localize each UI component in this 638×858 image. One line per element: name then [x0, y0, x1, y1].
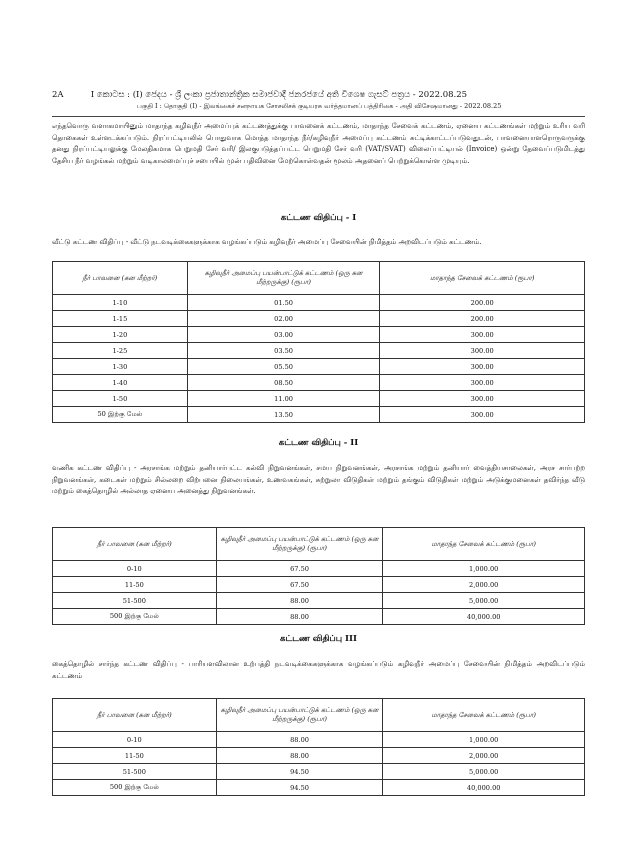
column-header-usage-charge: கழிவுநீர் அமைப்பு பயன்பாட்டுக் கட்டணம் (ஒரு கன மீற்றருக்கு) (ரூபா) — [187, 262, 380, 295]
table-row — [53, 375, 585, 391]
cell-water-usage: 1-25 — [53, 343, 188, 359]
table-row — [53, 764, 585, 780]
table-row — [53, 311, 585, 327]
table-header-row — [53, 528, 585, 561]
cell-usage-charge: 01.50 — [187, 295, 380, 311]
cell-water-usage: 51-500 — [53, 764, 217, 780]
column-header-water-usage: நீர் பாவனை (கன மீற்றர்) — [53, 262, 188, 295]
cell-water-usage: 1-15 — [53, 311, 188, 327]
table-row — [53, 295, 585, 311]
cell-usage-charge: 67.50 — [216, 561, 383, 577]
cell-water-usage: 50 இற்கு மேல் — [53, 407, 188, 423]
cell-water-usage: 1-30 — [53, 359, 188, 375]
section-2-description: வணிக கட்டண விதிப்பு - அரசாங்க மற்றும் தனியார்பட்ட கல்வி நிறுவனங்கள், சமய நிறுவனங்கள், அரசாங்க மற்றும் தனியார் வைத்தியசாலைகள், அரச சார்பற்ற நிறுவனங்கள், கடைகள் மற்றும் சில்லறை விற்பனை நிலையங்கள், உணவகங்கள், சுற்றுலா விடுதிகள் மற்றும் தங்கும் விடுதிகள் மற்றும் அடுக்குமனைகள் தவிர்ந்த வீடு மற்றும் கைத்தொழில் அல்லாத ஏனைய அனைத்து நிறுவனங்கள். — [52, 464, 585, 496]
cell-service-charge: 300.00 — [380, 391, 585, 407]
cell-usage-charge: 02.00 — [187, 311, 380, 327]
header-divider — [52, 116, 585, 117]
cell-usage-charge: 03.50 — [187, 343, 380, 359]
cell-usage-charge: 13.50 — [187, 407, 380, 423]
cell-water-usage: 1-10 — [53, 295, 188, 311]
cell-usage-charge: 05.50 — [187, 359, 380, 375]
cell-usage-charge: 67.50 — [216, 577, 383, 593]
cell-water-usage: 500 இற்கு மேல் — [53, 609, 217, 625]
cell-service-charge: 200.00 — [380, 311, 585, 327]
table-row — [53, 577, 585, 593]
section-1-description: வீட்டு கட்டண விதிப்பு - வீட்டு நடவடிக்கைகளுக்காக வழங்கப்படும் கழிவுநீர் அமைப்பு சேவையின் நிமித்தம் அறவிடப்படும் கட்டணம். — [52, 238, 482, 246]
header-title-sinhala: I කොටස : (I) ජෙදය - ශ්‍රී ලංකා ප්‍රජාතාන්ත්‍රික සමාජවාදී ජනරජයේ අති විශෙෂ ගැසට් පත්‍රය - 2022.08.25 — [90, 90, 468, 100]
section-2-title: கட்டண விதிப்பு - II — [278, 438, 359, 448]
cell-water-usage: 1-40 — [53, 375, 188, 391]
cell-water-usage: 11-50 — [53, 577, 217, 593]
table-row — [53, 561, 585, 577]
cell-water-usage: 500 இற்கு மேல் — [53, 780, 217, 796]
table-header-row — [53, 699, 585, 732]
table-row — [53, 609, 585, 625]
table-row — [53, 407, 585, 423]
cell-service-charge: 40,000.00 — [383, 609, 585, 625]
cell-usage-charge: 88.00 — [216, 609, 383, 625]
cell-service-charge: 300.00 — [380, 343, 585, 359]
cell-service-charge: 2,000.00 — [383, 577, 585, 593]
cell-usage-charge: 03.00 — [187, 327, 380, 343]
table-row — [53, 780, 585, 796]
cell-service-charge: 300.00 — [380, 407, 585, 423]
cell-usage-charge: 88.00 — [216, 593, 383, 609]
table-row — [53, 327, 585, 343]
column-header-water-usage: நீர் பாவனை (கன மீற்றர்) — [53, 699, 217, 732]
tariff-table-1 — [52, 261, 585, 423]
section-3-title: கட்டண விதிப்பு III — [280, 634, 357, 644]
cell-service-charge: 300.00 — [380, 359, 585, 375]
intro-paragraph: எந்தவொரு வளாகமாயினும் மாதாந்த கழிவுநீர் அமைப்புக் கட்டணத்துக்கு பாவனைக் கட்டணம், மாதாந்த சேவைக் கட்டணம், ஏனைய கட்டணங்கள் மற்றும் உரிய வரி தொகைகள் உள்ளடக்கப்படும். நிரப்பட்டியலில் பொதுவாக மொத்த மாதாந்த நீர்/கழிவுநீர் அமைப்பு கட்டணம் சுட்டிக்காட்டப்படுவதுடன், பாவனையாளரொருவருக்கு தனது நிரப்பட்டியலுக்கு மேலதிகமாக பெறுமதி சேர் வரி/ இலகுபடுத்தப்பட்ட பெறுமதி சேர் வரி (VAT/SVAT) விலைப்பட்டியல் (Invoice) ஒன்று தேவைப்படுமிடத்து தேசிய நீர் வழங்கல் மற்றும் வடிகாலமைப்புச் சபையில் முன் பதிவினை மேற்கொள்வதன் மூலம் அதனைப் பெற்றுக்கொள்ள முடியும். — [52, 122, 585, 165]
header-title-tamil: பகுதி I : தொகுதி (I) - இலங்கைச் சனநாயக சோசலிசக் குடியரசு வர்த்தமானப் பத்திரிகை - அதி விசேஷமானது - 2022.08.25 — [137, 102, 502, 110]
cell-service-charge: 40,000.00 — [383, 780, 585, 796]
cell-service-charge: 1,000.00 — [383, 561, 585, 577]
cell-water-usage: 11-50 — [53, 748, 217, 764]
tariff-table-3 — [52, 698, 585, 796]
table-row — [53, 343, 585, 359]
column-header-water-usage: நீர் பாவனை (கன மீற்றர்) — [53, 528, 217, 561]
page-number: 2A — [52, 90, 64, 100]
tariff-table-2 — [52, 527, 585, 625]
cell-service-charge: 200.00 — [380, 295, 585, 311]
cell-service-charge: 1,000.00 — [383, 732, 585, 748]
cell-usage-charge: 94.50 — [216, 764, 383, 780]
table-row — [53, 359, 585, 375]
cell-water-usage: 0-10 — [53, 561, 217, 577]
cell-water-usage: 1-20 — [53, 327, 188, 343]
column-header-usage-charge: கழிவுநீர் அமைப்பு பயன்பாட்டுக் கட்டணம் (ஒரு கன மீற்றருக்கு) (ரூபா) — [216, 699, 383, 732]
cell-usage-charge: 94.50 — [216, 780, 383, 796]
cell-usage-charge: 11.00 — [187, 391, 380, 407]
column-header-service-charge: மாதாந்த சேவைக் கட்டணம் (ரூபா) — [383, 699, 585, 732]
cell-water-usage: 1-50 — [53, 391, 188, 407]
table-row — [53, 593, 585, 609]
cell-usage-charge: 08.50 — [187, 375, 380, 391]
table-header-row — [53, 262, 585, 295]
cell-service-charge: 2,000.00 — [383, 748, 585, 764]
cell-water-usage: 0-10 — [53, 732, 217, 748]
cell-usage-charge: 88.00 — [216, 748, 383, 764]
cell-usage-charge: 88.00 — [216, 732, 383, 748]
table-row — [53, 748, 585, 764]
section-3-description: கைத்தொழில் சார்ந்த கட்டண விதிப்பு - பாரியளவிலான உற்பத்தி நடவடிக்கைகளுக்காக வழங்கப்படும் கழிவுநீர் அமைப்பு சேவையின் நிமித்தம் அறவிடப்படும் கட்டணம் — [52, 660, 585, 680]
table-row — [53, 391, 585, 407]
cell-service-charge: 5,000.00 — [383, 593, 585, 609]
column-header-service-charge: மாதாந்த சேவைக் கட்டணம் (ரூபா) — [383, 528, 585, 561]
cell-service-charge: 5,000.00 — [383, 764, 585, 780]
column-header-service-charge: மாதாந்த சேவைக் கட்டணம் (ரூபா) — [380, 262, 585, 295]
cell-service-charge: 300.00 — [380, 327, 585, 343]
page-header — [52, 90, 592, 111]
column-header-usage-charge: கழிவுநீர் அமைப்பு பயன்பாட்டுக் கட்டணம் (ஒரு கன மீற்றருக்கு) (ரூபா) — [216, 528, 383, 561]
cell-water-usage: 51-500 — [53, 593, 217, 609]
table-row — [53, 732, 585, 748]
section-1-title: கட்டண விதிப்பு - I — [280, 213, 357, 223]
cell-service-charge: 300.00 — [380, 375, 585, 391]
